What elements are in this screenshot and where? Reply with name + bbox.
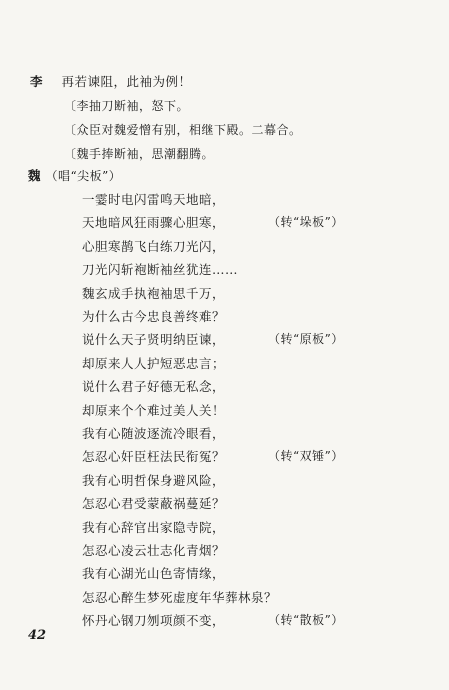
song-header bbox=[28, 166, 121, 184]
verse-line bbox=[82, 611, 225, 629]
verse-text: 魏玄成手执袍袖思千万， bbox=[82, 285, 226, 301]
singer-name: 魏 bbox=[28, 168, 42, 183]
speech-line bbox=[30, 72, 192, 90]
verse-line bbox=[82, 564, 225, 582]
tempo-note: （转“垛板”） bbox=[268, 215, 344, 230]
stage-direction: 〔众臣对魏爱憎有别，相继下殿。二幕合。 bbox=[64, 123, 302, 137]
verse-text: 怎忍心醉生梦死虚度年华葬林泉？ bbox=[82, 589, 278, 605]
verse-line bbox=[82, 354, 225, 372]
verse-line bbox=[82, 377, 225, 395]
verse-text: 怀丹心钢刀刎项颜不变， bbox=[82, 613, 226, 629]
verse-text: 一霎时电闪雷鸣天地暗， bbox=[82, 192, 226, 207]
verse-text: 说什么君子好德无私念， bbox=[82, 379, 226, 395]
verse-text: 说什么天子贤明纳臣谏， bbox=[82, 332, 226, 348]
verse-text: 怎忍心君受蒙蔽祸蔓延？ bbox=[82, 496, 226, 512]
verse-text: 为什么古今忠良善终难？ bbox=[82, 309, 226, 324]
verse-text: 我有心明哲保身避风险， bbox=[82, 472, 226, 488]
verse-text: 我有心随波逐流冷眼看， bbox=[82, 426, 226, 441]
verse-text: 却原来个个难过美人关！ bbox=[82, 402, 226, 418]
verse-text: 怎忍心奸臣枉法民衔冤？ bbox=[82, 449, 226, 465]
tempo-note: （转“双锤”） bbox=[268, 449, 344, 464]
verse-text: 却原来人人护短恶忠言； bbox=[82, 355, 226, 371]
verse-line bbox=[82, 588, 277, 606]
verse-text: 天地暗风狂雨骤心胆寒， bbox=[82, 215, 226, 231]
verse-line bbox=[82, 541, 225, 559]
verse-line bbox=[82, 518, 225, 536]
speaker-name: 李 bbox=[30, 74, 44, 89]
verse-line bbox=[82, 447, 225, 465]
verse-line bbox=[82, 471, 225, 489]
verse-text: 刀光闪斩袍断袖丝犹连…… bbox=[82, 262, 239, 278]
verse-line bbox=[82, 284, 225, 302]
page-number: 42 bbox=[28, 628, 47, 643]
verse-line bbox=[82, 237, 225, 255]
verse-line bbox=[82, 401, 225, 419]
verse-line bbox=[82, 494, 225, 512]
song-mode-note: （唱“尖板”） bbox=[45, 169, 122, 183]
stage-direction: 〔李抽刀断袖，怒下。 bbox=[64, 99, 190, 113]
verse-line bbox=[82, 330, 225, 348]
stage-direction: 〔魏手捧断袖，思潮翻腾。 bbox=[64, 147, 215, 161]
tempo-note: （转“原板”） bbox=[268, 332, 344, 347]
verse-line bbox=[82, 260, 238, 278]
verse-line bbox=[82, 213, 225, 231]
verse-text: 我有心辞官出家隐寺院， bbox=[82, 519, 226, 535]
verse-text: 我有心湖光山色寄情缘， bbox=[82, 566, 226, 582]
verse-text: 怎忍心凌云壮志化青烟？ bbox=[82, 543, 226, 558]
verse-line bbox=[82, 424, 225, 442]
verse-line bbox=[82, 307, 225, 325]
verse-text: 心胆寒鹊飞白练刀光闪， bbox=[82, 238, 226, 254]
speech-text: 再若谏阻，此袖为例！ bbox=[61, 74, 192, 89]
tempo-note: （转“散板”） bbox=[268, 613, 344, 628]
verse-line bbox=[82, 190, 225, 208]
